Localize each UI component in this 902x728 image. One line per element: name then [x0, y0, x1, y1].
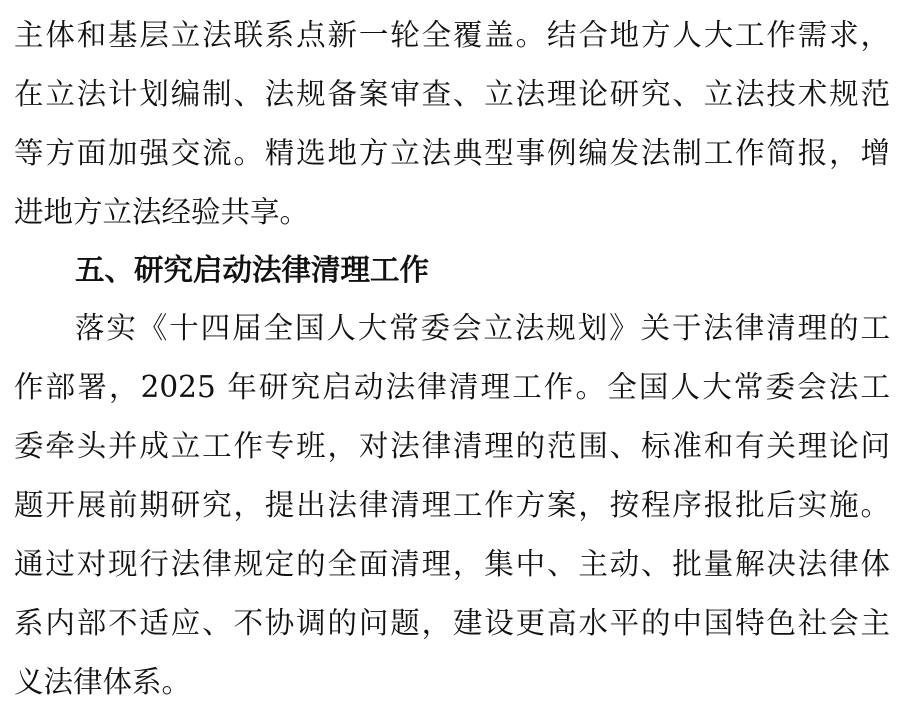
- paragraph-1-line-2: 在立法计划编制、法规备案审查、立法理论研究、立法技术规范: [14, 77, 890, 111]
- paragraph-2-line-5: 通过对现行法律规定的全面清理，集中、主动、批量解决法律体: [14, 547, 890, 581]
- paragraph-2-line-7: 义法律体系。: [14, 665, 192, 699]
- paragraph-1-line-3: 等方面加强交流。精选地方立法典型事例编发法制工作简报，增: [14, 136, 890, 170]
- section-heading: 五、研究启动法律清理工作: [75, 253, 430, 287]
- paragraph-1-line-4: 进地方立法经验共享。: [14, 195, 310, 229]
- paragraph-2-line-6: 系内部不适应、不协调的问题，建设更高水平的中国特色社会主: [14, 606, 890, 640]
- paragraph-2-line-2: 作部署，2025 年研究启动法律清理工作。全国人大常委会法工: [14, 370, 890, 404]
- paragraph-2-line-1: 落实《十四届全国人大常委会立法规划》关于法律清理的工: [75, 311, 890, 345]
- paragraph-2-line-3: 委牵头并成立工作专班，对法律清理的范围、标准和有关理论问: [14, 429, 890, 463]
- paragraph-1-line-1: 主体和基层立法联系点新一轮全覆盖。结合地方人大工作需求，: [14, 18, 890, 52]
- paragraph-2-line-4: 题开展前期研究，提出法律清理工作方案，按程序报批后实施。: [14, 488, 890, 522]
